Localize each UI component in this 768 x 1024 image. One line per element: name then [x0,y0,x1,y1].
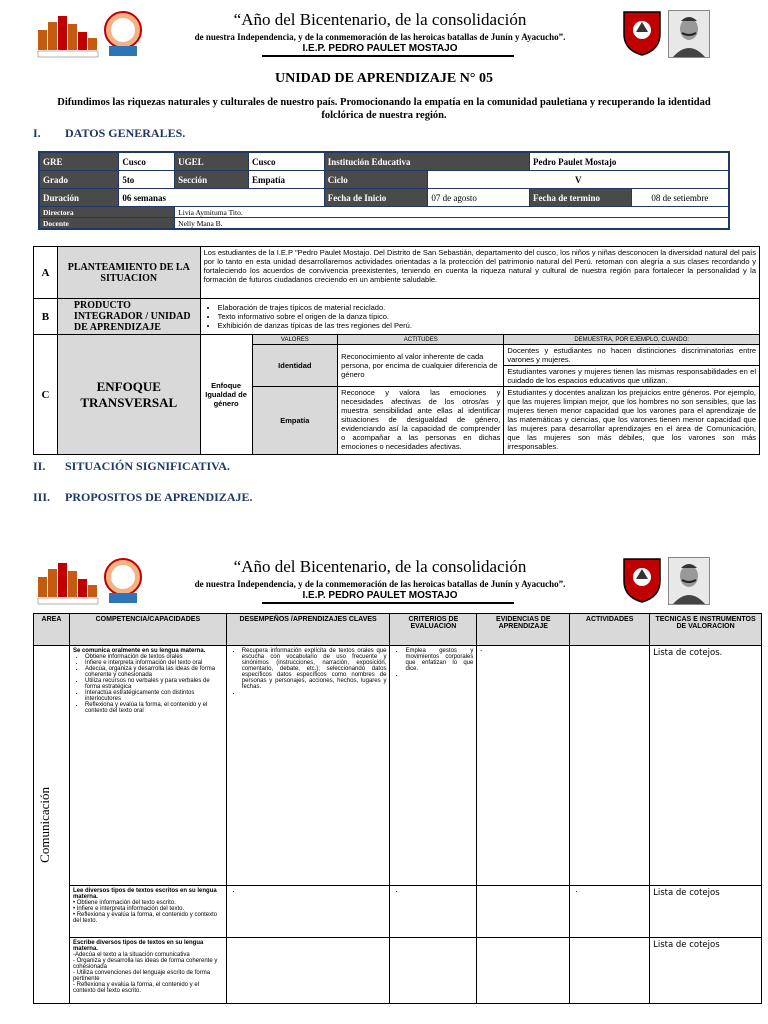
header-line-1: “Año del Bicentenario, de la consolidación [233,557,527,576]
header-valores: VALORES [252,335,338,345]
label-termino: Fecha de termino [530,189,632,207]
col-header-evidencias: EVIDENCIAS DE APRENDIZAJE [477,614,570,646]
row-a-letter: A [34,247,58,299]
row-b-letter: B [34,299,58,335]
enfoque-name: Enfoque Igualdad de género [200,335,252,455]
learning-purposes-table [33,613,762,1004]
page-header-2 [0,555,768,611]
page-header [0,8,768,64]
label-docente: Docente [39,218,175,230]
value-termino: 08 de setiembre [631,189,729,207]
capacidad-item: • Infiere e interpreta información del texto. [72,906,185,912]
capacidad-item: • Obtiene información de textos orales [85,654,223,660]
value-ie: Pedro Paulet Mostajo [530,152,729,171]
capacidad-item: • Reflexiona y evalúa la forma, el contenido y el contexto del texto oral [85,702,223,714]
value-gre: Cusco [119,152,175,171]
competencia-lee: Lee diversos tipos de textos escritos en su lengua materna. • Obtiene información del texto escrito. • Infiere e interpreta información del texto. • Reflexiona y evalúa la forma, el contenido y contexto del texto. [69,886,226,938]
demuestra-1b: Estudiantes varones y mujeres tienen las mismas responsabilidades en el cuidado de los espacios educativos que utilizan. [504,366,760,387]
ugel-logo-icon [103,557,143,607]
label-grado: Grado [39,171,119,189]
label-directora: Directora [39,207,175,218]
competencia-oral: Se comunica oralmente en su lengua materna. • Obtiene información de textos orales • Infiere e interpreta información del texto oral • Adecúa, organiza y desarrolla las ideas de forma coherente y cohesionada • Utiliza recursos no verbales y para verbales de forma estratégica • Interactúa estratégicamente con distintos interlocutores • Reflexiona y evalúa la forma, el contenido y el contexto del texto oral [69,646,226,886]
header-line-2: de nuestra Independencia, y de la conmemoración de las heroicas batallas de Junín y Ayacucho”. [194,32,566,42]
area-cell [34,646,70,1004]
area-name: Comunicación [37,786,52,863]
demuestra-1a: Docentes y estudiantes no hacen distinciones discriminatorias entre varones y mujeres. [504,345,760,366]
tecnica-lee: Lista de cotejos [650,886,762,938]
header-school-name: I.E.P. PEDRO PAULET MOSTAJO [302,590,458,601]
school-crest-icon [622,557,662,603]
value-ugel: Cusco [248,152,324,171]
header-line-1: “Año del Bicentenario, de la consolidación [233,10,527,29]
unit-subtitle: Difundimos las riquezas naturales y culturales de nuestro país. Promocionando la empatía en la comunidad pauletiana y recuperando la identidad folclórica de nuestra región. [57,97,711,121]
header-demuestra: DEMUESTRA, POR EJEMPLO, CUANDO: [504,335,760,345]
row-a-text: Los estudiantes de la I.E.P "Pedro Paulet Mostajo. Del Distrito de San Sebastián, departamento del cusco, los niños y niñas desconocen la diversidad natural del país por lo tanto en esta unidad desarrollaremos actividades orientadas a la protección del patrimonio natural del Perú. retoman con alegría a sus clases recordando y fortaleciendo los acuerdos de convivencia preexistentes, teniendo en cuenta la riqueza natural y cultural de nuestra región para fortalecer la personalidad y la formación de futuros ciudadanos creciendo en un ambiente saludable. [200,247,759,299]
demuestra-2: Estudiantes y docentes analizan los prejuicios entre géneros. Por ejemplo, que las mujeres limpian mejor, que los hombres no son sensibles, que las mujeres tienen menor capacidad que los varones para el aprendizaje de las matemáticas y ciencias, que los varones tienen menor capacidad que las mujeres para desarrollar aprendizajes en el área de Comunicación, que las mujeres son más débiles, que los varones son más irresponsables. [504,387,760,455]
product-item: • Texto informativo sobre el origen de la danza típico. [218,312,756,321]
actividad-escribe [570,938,650,1004]
actividad-oral [570,646,650,886]
evidencia-lee [477,886,570,938]
header-line-2: de nuestra Independencia, y de la conmemoración de las heroicas batallas de Junín y Ayacucho”. [194,579,566,589]
capacidad-item: • Interactúa estratégicamente con distintos interlocutores [85,690,223,702]
col-header-desempenos: DESEMPEÑOS /APRENDIZAJES CLAVES [226,614,390,646]
general-data-table [38,151,730,230]
label-ciclo: Ciclo [324,171,428,189]
value-grado: 5to [119,171,175,189]
label-ugel: UGEL [175,152,249,171]
capacidad-item: • Utiliza recursos no verbales y para verbales de forma estratégica [85,678,223,690]
capacidad-item: - Organiza y desarrolla las ideas de forma coherente y cohesionada [72,958,218,970]
actitud-empatia: Reconoce y valora las emociones y necesidades afectivas de los otros/as y muestra sensibilidad ante ellas al identificar situaciones de desigualdad de género, evidenciando así la capacidad de comprender o acompañar a las personas en dichas emociones o necesidades afectivas. [338,387,504,455]
portrait-icon [668,557,710,605]
tecnica-escribe: Lista de cotejos [650,938,762,1004]
criterio-oral: • Emplea gestos y movimientos corporales que enfatizan lo que dice. • [390,646,477,886]
competencia-escribe: Escribe diversos tipos de textos en su lengua materna. -Adecúa el texto a la situación comunicativa - Organiza y desarrolla las ideas de forma coherente y cohesionada - Utiliza convenciones del lenguaje escrito de forma pertinente - Reflexiona y evalúa la forma, el contenido y el contexto del texto escrito. [69,938,226,1004]
product-item: • Exhibición de danzas típicas de las tres regiones del Perú. [218,321,756,330]
desempeno-escribe [226,938,390,1004]
evidencia-escribe [477,938,570,1004]
value-duracion: 06 semanas [119,189,324,207]
value-directora: Livia Aymituma Tito. [175,207,729,218]
header-actitudes: ACTITUDES [338,335,504,345]
desempeno-lee [226,886,390,938]
capacidad-item: - Reflexiona y evalúa la forma, el contenido y el contexto del texto escrito. [72,982,200,994]
value-seccion: Empatía [248,171,324,189]
actividad-lee [570,886,650,938]
row-b-label: PRODUCTO INTEGRADOR / UNIDAD DE APRENDIZAJE [57,299,200,335]
row-a-label: PLANTEAMIENTO DE LA SITUACION [57,247,200,299]
label-inicio: Fecha de Inicio [324,189,428,207]
valor-empatia: Empatía [252,387,338,455]
criterio-lee [390,886,477,938]
col-header-actividades: ACTIVIDADES [570,614,650,646]
label-duracion: Duración [39,189,119,207]
col-header-criterios: CRITERIOS DE EVALUACIÓN [390,614,477,646]
section-heading-2: II. SITUACIÓN SIGNIFICATIVA. [33,459,230,473]
header-school-name: I.E.P. PEDRO PAULET MOSTAJO [302,43,458,54]
capacidad-item: -Adecúa el texto a la situación comunicativa [72,952,190,958]
product-item: • Elaboración de trajes típicos de material reciclado. [218,303,756,312]
col-header-tecnicas: TECNICAS E INSTRUMENTOS DE VALORACION [650,614,762,646]
ministry-logo-icon [36,559,100,605]
label-ie: Institución Educativa [324,152,529,171]
actitud-identidad: Reconocimiento al valor inherente de cada persona, por encima de cualquier diferencia de género [338,345,504,387]
col-header-area: AREA [34,614,70,646]
capacidad-item: • Adecúa, organiza y desarrolla las ideas de forma coherente y cohesionada [85,666,223,678]
capacidad-item: • Reflexiona y evalúa la forma, el contenido y contexto del texto. [72,912,218,924]
criterio-escribe [390,938,477,1004]
evidencia-oral: - [477,646,570,886]
row-c-label: ENFOQUE TRANSVERSAL [57,335,200,455]
desempeno-oral: • Recupera información explícita de textos orales que escucha con vocabulario de uso frecuente y sinónimos (instrucciones, narración, exposición, comentario, debate, etc.); seleccionando datos específicos datos específicos como nombres de personas y personajes, acciones, hechos, lugares y fechas. • [226,646,390,886]
ugel-logo-icon [103,10,143,60]
label-seccion: Sección [175,171,249,189]
value-inicio: 07 de agosto [428,189,530,207]
situation-table [33,246,760,455]
capacidad-item: • Infiere e interpreta información del texto oral [85,660,223,666]
row-b-list [200,299,759,335]
value-docente: Nelly Mana B. [175,218,729,230]
unit-title: UNIDAD DE APRENDIZAJE N° 05 [275,71,493,86]
ministry-logo-icon [36,12,100,58]
section-heading-3: III. PROPOSITOS DE APRENDIZAJE. [33,490,253,504]
section-heading-1: I. DATOS GENERALES. [33,126,186,140]
capacidad-item: • Obtiene información del texto escrito. [72,900,176,906]
col-header-competencia: COMPETENCIA/CAPACIDADES [69,614,226,646]
value-ciclo: V [428,171,729,189]
valor-identidad: Identidad [252,345,338,387]
school-crest-icon [622,10,662,56]
portrait-icon [668,10,710,58]
tecnica-oral: Lista de cotejos. [650,646,762,886]
capacidad-item: - Utiliza convenciones del lenguaje escrito de forma pertinente [72,970,211,982]
row-c-letter: C [34,335,58,455]
label-gre: GRE [39,152,119,171]
